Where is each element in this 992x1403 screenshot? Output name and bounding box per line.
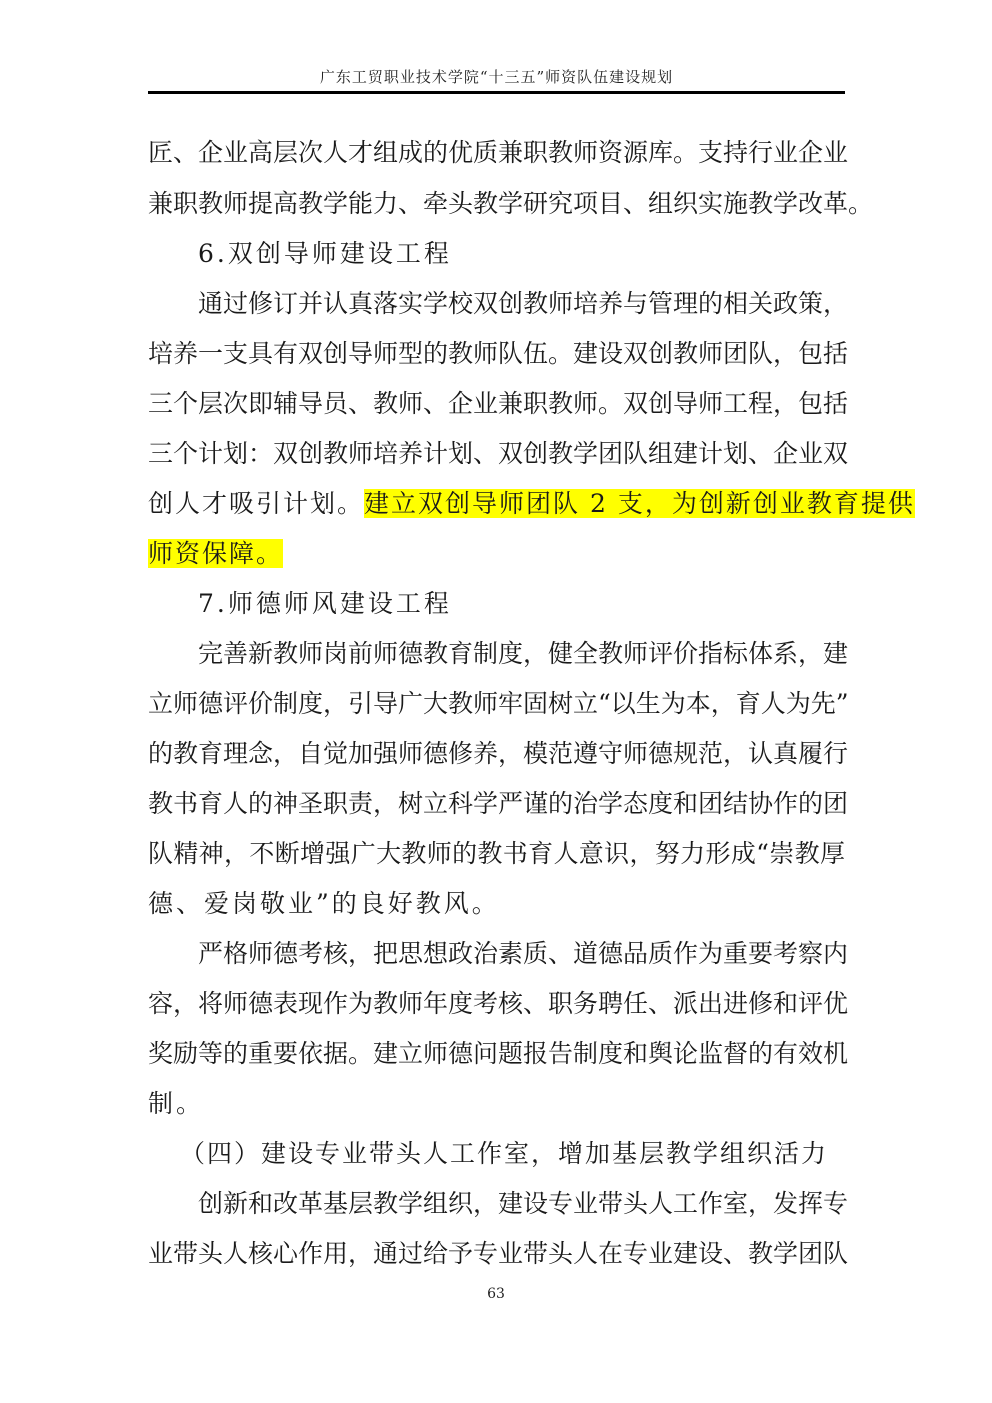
text-line: 的教育理念，自觉加强师德修养，模范遵守师德规范，认真履行 bbox=[148, 739, 849, 768]
text-line: 三个计划：双创教师培养计划、双创教学团队组建计划、企业双 bbox=[148, 439, 849, 468]
highlighted-text: 师资保障。 bbox=[148, 539, 284, 568]
section-heading-4: （四）建设专业带头人工作室，增加基层教学组织活力 bbox=[180, 1139, 829, 1168]
text-line: 队精神，不断增强广大教师的教书育人意识，努力形成“崇教厚 bbox=[148, 839, 845, 868]
text-line bbox=[148, 488, 915, 520]
text-line: 创新和改革基层教学组织，建设专业带头人工作室，发挥专 bbox=[198, 1189, 849, 1218]
text-line: 通过修订并认真落实学校双创教师培养与管理的相关政策， bbox=[198, 289, 849, 318]
text-segment: 创人才吸引计划。 bbox=[148, 489, 365, 518]
text-line: 严格师德考核，把思想政治素质、道德品质作为重要考察内 bbox=[198, 939, 849, 968]
text-line: 立师德评价制度，引导广大教师牢固树立“以生为本，育人为先” bbox=[148, 689, 849, 718]
text-line: 培养一支具有双创导师型的教师队伍。建设双创教师团队，包括 bbox=[148, 339, 849, 368]
running-header: 广东工贸职业技术学院“十三五”师资队伍建设规划 bbox=[319, 68, 674, 86]
text-line: 德、爱岗敬业”的良好教风。 bbox=[148, 889, 500, 918]
text-line: 匠、企业高层次人才组成的优质兼职教师资源库。支持行业企业 bbox=[148, 138, 849, 167]
text-line: 兼职教师提高教学能力、牵头教学研究项目、组织实施教学改革。 bbox=[148, 189, 874, 218]
text-line: 教书育人的神圣职责，树立科学严谨的治学态度和团结协作的团 bbox=[148, 789, 849, 818]
text-line: 完善新教师岗前师德教育制度，健全教师评价指标体系，建 bbox=[198, 639, 849, 668]
text-line: 三个层次即辅导员、教师、企业兼职教师。双创导师工程，包括 bbox=[148, 389, 849, 418]
header-rule bbox=[148, 91, 845, 94]
highlighted-text: 建立双创导师团队 2 支，为创新创业教育提供 bbox=[364, 489, 915, 518]
text-line: 业带头人核心作用，通过给予专业带头人在专业建设、教学团队 bbox=[148, 1239, 849, 1268]
section-heading-6: 6.双创导师建设工程 bbox=[198, 239, 452, 268]
section-heading-7: 7.师德师风建设工程 bbox=[198, 589, 452, 618]
text-line bbox=[148, 538, 845, 570]
text-line: 容，将师德表现作为教师年度考核、职务聘任、派出进修和评优 bbox=[148, 989, 849, 1018]
text-line: 奖励等的重要依据。建立师德问题报告制度和舆论监督的有效机 bbox=[148, 1039, 849, 1068]
text-line: 制。 bbox=[148, 1089, 205, 1118]
page-number: 63 bbox=[487, 1286, 505, 1302]
